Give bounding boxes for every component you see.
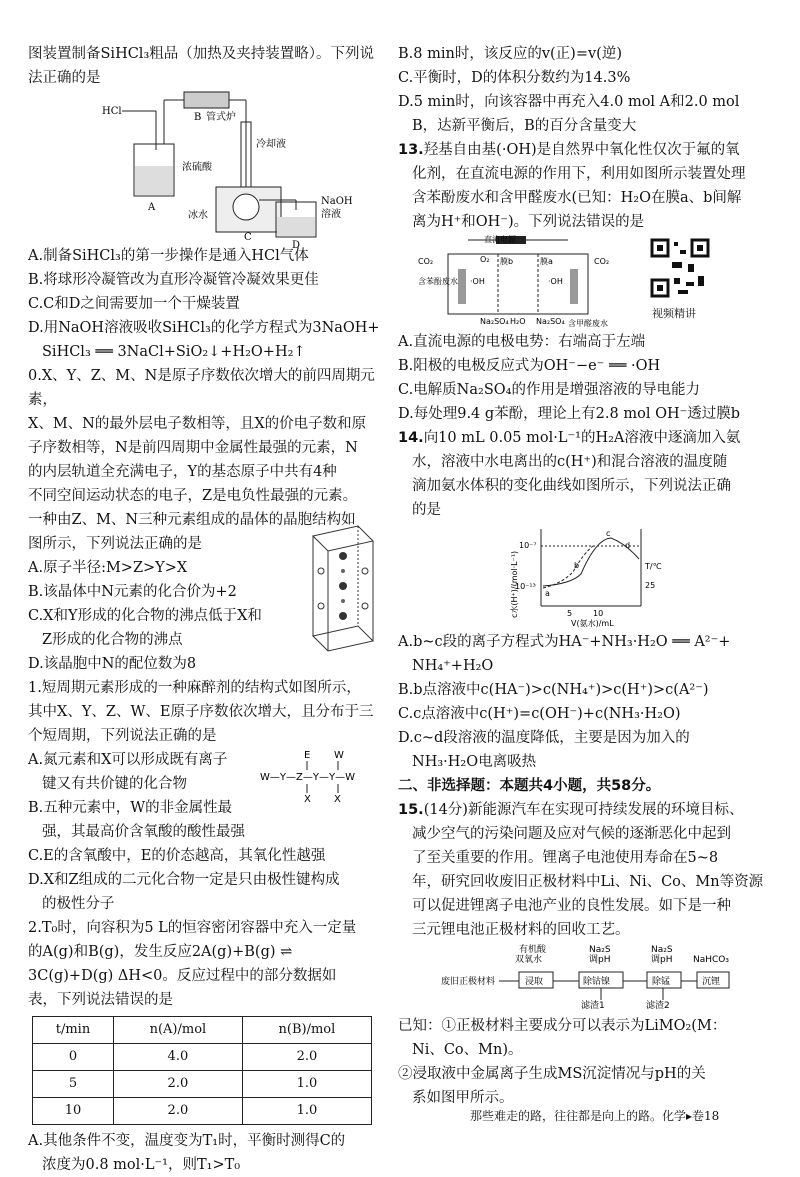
q13-stem: 离为H⁺和OH⁻)。下列说法错误的是 xyxy=(412,214,645,230)
table-row: 5 2.0 1.0 xyxy=(33,1071,372,1098)
q9-option-d-cont: SiHCl₃ ══ 3NaCl+SiO₂↓+H₂O+H₂↑ xyxy=(42,344,306,360)
q13-option-b: B.阳极的电极反应式为OH⁻−e⁻ ══ ·OH xyxy=(398,358,661,374)
q13-stem: 13.羟基自由基(·OH)是自然界中氧化性仅次于氟的氧 xyxy=(398,142,740,158)
svg-text:Na₂S: Na₂S xyxy=(588,945,611,955)
svg-text:NaOH: NaOH xyxy=(320,196,353,207)
q12-option-a: A.其他条件不变，温度变为T₁时，平衡时测得C的 xyxy=(28,1133,346,1149)
table-row: 0 4.0 2.0 xyxy=(33,1044,372,1071)
svg-text:10⁻¹³: 10⁻¹³ xyxy=(514,582,536,591)
svg-text:含苯酚废水: 含苯酚废水 xyxy=(418,277,458,286)
q15-stem: 三元锂电池正极材料的回收工艺。 xyxy=(412,922,630,938)
q15-stem: 了至关重要的作用。锂离子电池使用寿命在5~8 xyxy=(412,850,719,866)
q9-apparatus-figure xyxy=(28,92,383,251)
q14-stem: 水，溶液中水电离出的c(H⁺)和混合溶液的温度随 xyxy=(412,454,728,470)
q11-option-b-cont: 强，其最高价含氧酸的酸性最强 xyxy=(42,824,245,840)
q14-curve-figure xyxy=(501,524,671,628)
svg-text:W—Y—Z—Y—Y—W: W—Y—Z—Y—Y—W xyxy=(260,772,355,783)
q10-option-b: B.该晶体中N元素的化合价为+2 xyxy=(28,584,237,600)
svg-text:膜b: 膜b xyxy=(500,257,514,266)
q10-stem: 一种由Z、M、N三种元素组成的晶体的晶胞结构如 xyxy=(28,512,356,528)
svg-text:W: W xyxy=(334,750,344,761)
svg-text:X: X xyxy=(334,794,341,805)
svg-text:C: C xyxy=(243,232,252,243)
svg-text:O₂: O₂ xyxy=(480,255,490,264)
svg-text:浸取: 浸取 xyxy=(524,977,543,987)
qr-code-icon[interactable] xyxy=(648,238,712,298)
svg-text:浓硫酸: 浓硫酸 xyxy=(181,162,212,173)
tube-furnace xyxy=(184,92,229,108)
q12-stem: 3C(g)+D(g) ΔH<0。反应过程中的部分数据如 xyxy=(28,968,337,984)
svg-text:调pH: 调pH xyxy=(588,955,610,965)
svg-text:5: 5 xyxy=(566,609,572,618)
q9-option-b: B.将球形冷凝管改为直形冷凝管冷凝效果更佳 xyxy=(28,272,319,288)
q14-option-a: A.b~c段的离子方程式为HA⁻+NH₃·H₂O ══ A²⁻+ xyxy=(398,634,731,650)
svg-text:T/℃: T/℃ xyxy=(644,562,662,571)
svg-text:Na₂S: Na₂S xyxy=(650,945,673,955)
svg-text:c: c xyxy=(605,529,610,538)
svg-text:NaHCO₃: NaHCO₃ xyxy=(692,955,729,965)
q15-stem: 可以促进锂离子电池产业的良性发展。如下是一种 xyxy=(412,898,731,914)
q10-option-c: C.X和Y形成的化合物的沸点低于X和 xyxy=(28,608,262,624)
q15-stem: 年，研究回收废旧正极材料中Li、Ni、Co、Mn等资源 xyxy=(412,874,764,890)
crystal-cell-figure xyxy=(303,516,383,656)
q13-option-c: C.电解质Na₂SO₄的作用是增强溶液的导电能力 xyxy=(398,382,700,398)
label-hcl: HCl xyxy=(101,106,122,117)
svg-text:·OH: ·OH xyxy=(470,277,485,286)
q14-stem: 的是 xyxy=(412,502,441,518)
svg-text:D: D xyxy=(291,240,300,251)
svg-text:10: 10 xyxy=(592,609,603,618)
q11-stem: 1.短周期元素形成的一种麻醉剂的结构式如图所示， xyxy=(28,680,361,696)
known-1-cont: Ni、Co、Mn)。 xyxy=(412,1042,523,1058)
q13-number: 13. xyxy=(398,142,424,158)
q14-stem: 滴加氨水体积的变化曲线如图所示，下列说法正确 xyxy=(412,478,731,494)
svg-text:调pH: 调pH xyxy=(650,955,672,965)
q15-number: 15. xyxy=(398,802,424,818)
q14-number: 14. xyxy=(398,430,424,446)
q10-stem: 0.X、Y、Z、M、N是原子序数依次增大的前四周期元素， xyxy=(28,368,375,408)
page-footer: 那些难走的路，往往都是向上的路。化学▸卷18 xyxy=(470,1109,720,1123)
qr-label: 视频精讲 xyxy=(652,307,696,320)
svg-text:膜a: 膜a xyxy=(540,257,553,266)
q14-option-b: B.b点溶液中c(HA⁻)>c(NH₄⁺)>c(H⁺)>c(A²⁻) xyxy=(398,682,709,698)
svg-text:溶液: 溶液 xyxy=(320,209,341,220)
svg-text:废旧正极材料: 废旧正极材料 xyxy=(440,977,495,987)
table-header-row: t/min n(A)/mol n(B)/mol xyxy=(33,1017,372,1044)
svg-text:CO₂: CO₂ xyxy=(418,257,434,266)
q14-option-a-cont: NH₄⁺+H₂O xyxy=(412,658,494,674)
data-table xyxy=(32,1016,372,1125)
table-row: 10 2.0 1.0 xyxy=(33,1098,372,1125)
svg-text:双氧水: 双氧水 xyxy=(514,955,542,965)
svg-text:V(氨水)/mL: V(氨水)/mL xyxy=(570,619,614,628)
q13-stem: 含苯酚废水和含甲醛废水(已知：H₂O在膜a、b间解 xyxy=(412,190,742,206)
q14-stem: 14.向10 mL 0.05 mol·L⁻¹的H₂A溶液中逐滴加入氨 xyxy=(398,430,741,446)
q10-stem: 的内层轨道全充满电子，Y的基态原子中共有4种 xyxy=(28,464,337,480)
q11-stem: 个短周期，下列说法正确的是 xyxy=(28,728,217,744)
q15-stem: 减少空气的污染问题及应对气候的逐渐恶化中起到 xyxy=(412,826,731,842)
q13-option-d: D.每处理9.4 g苯酚，理论上有2.8 mol OH⁻透过膜b xyxy=(398,406,741,422)
q9-intro: 图装置制备SiHCl₃粗品（加热及夹持装置略）。下列说法正确的是 xyxy=(28,46,375,86)
q10-option-a: A.原子半径:M>Z>Y>X xyxy=(28,560,188,576)
svg-text:10⁻⁷: 10⁻⁷ xyxy=(518,541,537,550)
q14-option-d: D.c~d段溶液的温度降低，主要是因为加入的 xyxy=(398,730,690,746)
svg-text:CO₂: CO₂ xyxy=(594,257,610,266)
svg-text:冷却液: 冷却液 xyxy=(255,139,286,150)
q9-option-d: D.用NaOH溶液吸收SiHCl₃的化学方程式为3NaOH+ xyxy=(28,320,380,336)
svg-text:E: E xyxy=(304,750,311,761)
q11-stem: 其中X、Y、Z、W、E原子序数依次增大，且分布于三 xyxy=(28,704,374,720)
q12-option-d-cont: B，达新平衡后，B的百分含量变大 xyxy=(412,118,637,134)
structural-formula xyxy=(258,748,368,808)
q9-option-c: C.C和D之间需要加一个干燥装置 xyxy=(28,296,240,312)
electrolysis-figure xyxy=(418,234,618,328)
known-1: 已知：①正极材料主要成分可以表示为LiMO₂(M： xyxy=(398,1018,727,1034)
svg-text:沉锂: 沉锂 xyxy=(701,977,720,987)
svg-text:除钴镍: 除钴镍 xyxy=(582,977,610,987)
q12-stem: 的A(g)和B(g)，发生反应2A(g)+B(g) ⇌ xyxy=(28,944,293,960)
svg-text:a: a xyxy=(544,589,550,598)
q12-option-c: C.平衡时，D的体积分数约为14.3% xyxy=(398,70,631,86)
svg-text:B: B xyxy=(193,112,201,123)
svg-text:d: d xyxy=(624,541,630,550)
q11-option-d: D.X和Z组成的二元化合物一定是只由极性键构成 xyxy=(28,872,340,888)
q14-option-c: C.c点溶液中c(H⁺)=c(OH⁻)+c(NH₃·H₂O) xyxy=(398,706,681,722)
q11-option-d-cont: 的极性分子 xyxy=(42,896,115,912)
q10-stem: 不同空间运动状态的电子，Z是电负性最强的元素。 xyxy=(28,488,358,504)
flask-c xyxy=(233,194,259,220)
right-column xyxy=(398,42,773,1110)
q10-option-c-cont: Z形成的化合物的沸点 xyxy=(42,632,183,648)
q12-stem: 2.T₀时，向容积为5 L的恒容密闭容器中充入一定量 xyxy=(28,920,357,936)
q10-option-d: D.该晶胞中N的配位数为8 xyxy=(28,656,197,672)
process-flow-figure xyxy=(441,944,731,1012)
svg-text:直流电源: 直流电源 xyxy=(484,235,516,244)
known-2-cont: 系如图甲所示。 xyxy=(412,1090,514,1106)
q15-stem: 15.(14分)新能源汽车在实现可持续发展的环境目标、 xyxy=(398,802,744,818)
q9-option-a: A.制备SiHCl₃的第一步操作是通入HCl气体 xyxy=(28,248,309,264)
q13-stem: 化剂，在直流电源的作用下，利用如图所示装置处理 xyxy=(412,166,746,182)
q10-stem: 子序数相等，N是前四周期中金属性最强的元素，N xyxy=(28,440,358,456)
q10-stem: 图所示，下列说法正确的是 xyxy=(28,536,202,552)
svg-text:含甲醛废水: 含甲醛废水 xyxy=(568,319,608,328)
svg-text:除锰: 除锰 xyxy=(651,977,670,987)
svg-text:冰水: 冰水 xyxy=(187,210,208,221)
q12-option-b: B.8 min时，该反应的v(正)=v(逆) xyxy=(398,46,622,62)
q11-option-a: A.氮元素和X可以形成既有离子 xyxy=(28,752,228,768)
svg-text:滤渣1: 滤渣1 xyxy=(580,1001,605,1011)
q14-option-d-cont: NH₃·H₂O电离吸热 xyxy=(412,754,537,770)
svg-text:c水(H⁺)/(mol·L⁻¹): c水(H⁺)/(mol·L⁻¹) xyxy=(509,550,519,618)
left-column xyxy=(28,42,383,1177)
svg-text:有机酸: 有机酸 xyxy=(518,945,546,955)
q11-option-c: C.E的含氧酸中，E的价态越高，其氧化性越强 xyxy=(28,848,326,864)
q12-option-d: D.5 min时，向该容器中再充入4.0 mol A和2.0 mol xyxy=(398,94,740,110)
known-2: ②浸取液中金属离子生成MS沉淀情况与pH的关 xyxy=(398,1066,706,1082)
q12-option-a-cont: 浓度为0.8 mol·L⁻¹，则T₁>T₀ xyxy=(42,1157,241,1173)
q11-option-b: B.五种元素中，W的非金属性最 xyxy=(28,800,233,816)
svg-text:H₂O: H₂O xyxy=(510,317,526,326)
section-heading: 二、非选择题：本题共4小题，共58分。 xyxy=(398,778,661,794)
svg-text:滤渣2: 滤渣2 xyxy=(645,1001,670,1011)
q12-stem: 表，下列说法错误的是 xyxy=(28,992,173,1008)
svg-text:A: A xyxy=(147,202,155,213)
svg-text:Na₂SO₄: Na₂SO₄ xyxy=(480,317,509,326)
q13-option-a: A.直流电源的电极电势：右端高于左端 xyxy=(398,334,646,350)
svg-text:b: b xyxy=(573,561,579,570)
q11-option-a-cont: 键又有共价键的化合物 xyxy=(42,776,187,792)
svg-text:管式炉: 管式炉 xyxy=(205,112,236,123)
svg-text:25: 25 xyxy=(644,581,655,590)
q10-stem: X、M、N的最外层电子数相等，且X的价电子数和原 xyxy=(28,416,367,432)
svg-text:·OH: ·OH xyxy=(548,277,563,286)
svg-text:Na₂SO₄: Na₂SO₄ xyxy=(536,317,565,326)
svg-text:X: X xyxy=(304,794,311,805)
